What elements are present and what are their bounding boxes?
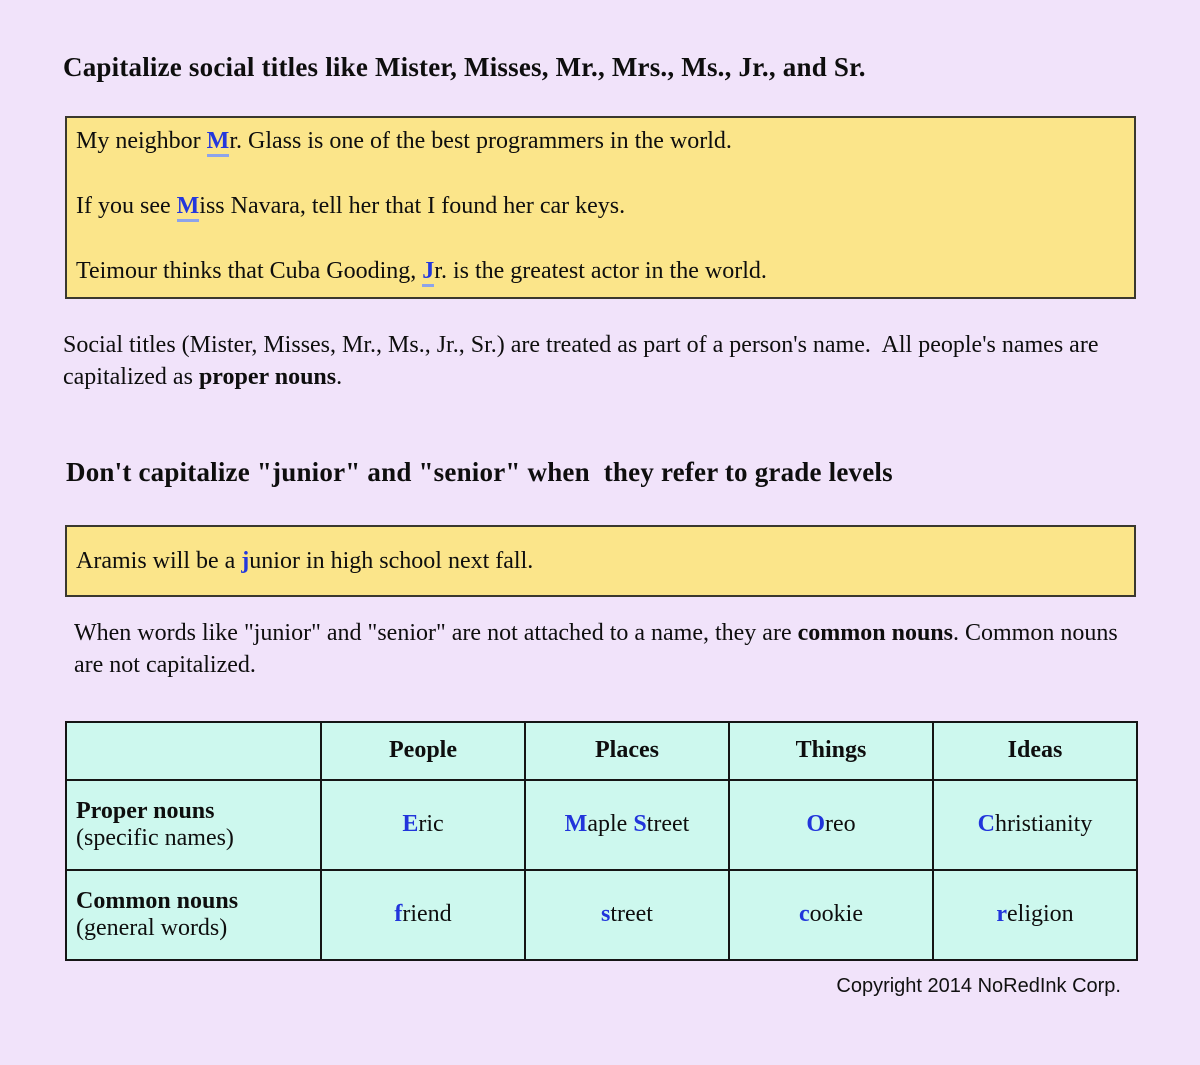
sentence-text: iss Navara, tell her that I found her car keys. — [199, 192, 626, 219]
column-header-ideas: Ideas — [933, 722, 1137, 780]
highlighted-letter: E — [402, 811, 419, 838]
cell-text: treet — [646, 811, 690, 838]
column-header-things: Things — [729, 722, 933, 780]
section2-explanation-post: . Common nouns are not capitalized. — [74, 619, 1124, 678]
table-row — [66, 870, 1137, 960]
highlighted-letter: M — [177, 193, 200, 222]
highlighted-letter: O — [806, 811, 825, 838]
example-sentence — [76, 549, 1122, 575]
copyright-notice: Copyright 2014 NoRedInk Corp. — [836, 974, 1121, 997]
noun-table-body — [66, 780, 1137, 960]
noun-cell — [933, 780, 1137, 870]
section2-example-box — [65, 525, 1136, 597]
sentence-text: unior in high school next fall. — [249, 547, 534, 574]
highlighted-letter: C — [977, 811, 995, 838]
section2-explanation — [74, 617, 1136, 681]
highlighted-letter: f — [394, 901, 403, 928]
highlighted-letter: M — [207, 128, 230, 157]
cell-text: ookie — [809, 901, 863, 928]
example-sentence — [76, 259, 1122, 285]
noun-cell — [933, 870, 1137, 960]
cell-text: reo — [825, 811, 856, 838]
cell-text: treet — [610, 901, 653, 928]
cell-text: eligion — [1007, 901, 1074, 928]
lesson-page — [65, 52, 1136, 998]
column-header-people: People — [321, 722, 525, 780]
noun-cell — [321, 870, 525, 960]
example-sentence — [76, 129, 1122, 155]
row-label-note: (specific names) — [76, 824, 234, 851]
highlighted-letter: s — [601, 901, 611, 928]
highlighted-letter: M — [564, 811, 588, 838]
noun-table-head — [66, 722, 1137, 780]
highlighted-letter: S — [633, 811, 647, 838]
row-label — [66, 780, 321, 870]
row-label-term: Proper nouns — [76, 797, 215, 824]
row-label-note: (general words) — [76, 914, 228, 941]
section2-heading: Don't capitalize "junior" and "senior" when they refer to grade levels — [66, 456, 893, 487]
row-label-term: Common nouns — [76, 887, 239, 914]
highlighted-letter: c — [799, 901, 810, 928]
highlighted-letter: J — [422, 258, 434, 287]
sentence-text: Teimour thinks that Cuba Gooding, — [76, 257, 423, 284]
cell-text: ric — [418, 811, 444, 838]
noun-table-header-row — [66, 722, 1137, 780]
section2-explanation-pre: When words like "junior" and "senior" are not attached to a name, they are — [74, 619, 798, 646]
cell-text: hristianity — [995, 811, 1093, 838]
highlighted-letter: j — [241, 547, 250, 574]
sentence-text: Aramis will be a — [76, 547, 242, 574]
row-label — [66, 870, 321, 960]
sentence-text: r. Glass is one of the best programmers in the world. — [229, 128, 732, 154]
noun-cell — [729, 780, 933, 870]
highlighted-letter: r — [996, 901, 1007, 928]
sentence-text: r. is the greatest actor in the world. — [434, 257, 767, 284]
sentence-text: If you see — [76, 192, 177, 219]
column-header-places: Places — [525, 722, 729, 780]
cell-text: riend — [402, 901, 452, 928]
noun-comparison-table — [65, 721, 1138, 961]
section1-explanation — [63, 329, 1136, 393]
section1-example-box — [65, 116, 1136, 299]
cell-text: aple — [587, 811, 634, 838]
section1-explanation-bold-term: proper nouns — [198, 363, 337, 390]
section2-explanation-bold-term: common nouns — [797, 619, 953, 646]
noun-cell — [321, 780, 525, 870]
section1-heading: Capitalize social titles like Mister, Misses, Mr., Mrs., Ms., Jr., and Sr. — [63, 52, 866, 82]
column-header-blank — [66, 722, 321, 780]
noun-cell — [525, 780, 729, 870]
section1-explanation-pre: Social titles (Mister, Misses, Mr., Ms., Jr., Sr.) are treated as part of a person's name. All people's names are capitalized as — [63, 331, 1105, 390]
noun-cell — [729, 870, 933, 960]
noun-cell — [525, 870, 729, 960]
sentence-text: My neighbor — [76, 128, 207, 154]
section1-explanation-post: . — [336, 363, 343, 390]
table-row — [66, 780, 1137, 870]
example-sentence — [76, 194, 1122, 220]
